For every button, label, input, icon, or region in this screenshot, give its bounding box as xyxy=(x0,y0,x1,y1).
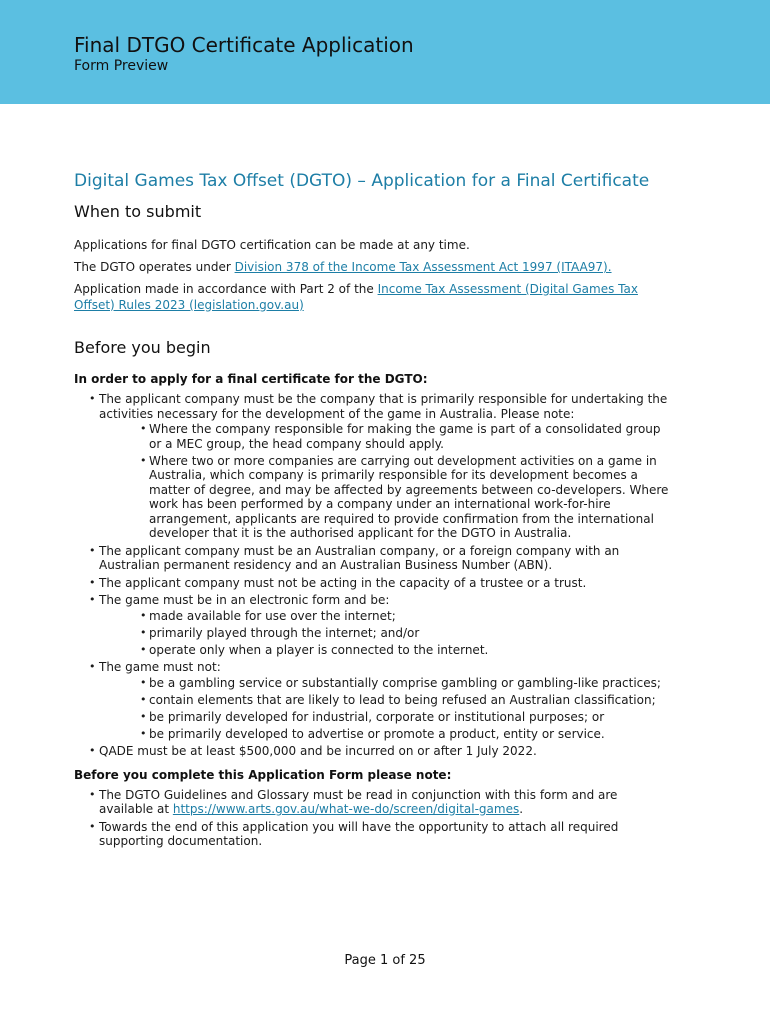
sub-list-item: • be a gambling service or substantially comprise gambling or gambling-like practices; xyxy=(143,676,674,691)
page-number: Page 1 of 25 xyxy=(344,953,426,968)
sub-list-item: • made available for use over the internet; xyxy=(143,609,674,624)
sub-list-item: • operate only when a player is connected to the internet. xyxy=(143,643,674,658)
eligibility-list xyxy=(92,392,674,759)
sub-list-item: • be primarily developed to advertise or promote a product, entity or service. xyxy=(143,727,674,742)
list-item-suffix: . xyxy=(519,802,524,816)
submit-paragraph-2 xyxy=(74,260,674,275)
list-item: • Towards the end of this application you will have the opportunity to attach all required supporting documentation. xyxy=(92,820,674,849)
main-heading: Digital Games Tax Offset (DGTO) – Application for a Final Certificate xyxy=(74,171,650,191)
form-content xyxy=(74,171,674,852)
list-item xyxy=(92,788,674,817)
sub-list-item: • Where the company responsible for making the game is part of a consolidated group or a MEC group, the head company should apply. xyxy=(143,422,674,451)
list-item-text: The applicant company must be the company that is primarily responsible for undertaking the activities necessary for the development of the game in Australia. Please note: xyxy=(99,392,668,421)
sub-list-item: • Where two or more companies are carrying out development activities on a game in Australia, which company is primarily responsible for its development becomes a matter of degree, and may be affected by agreements between co-developers. Where work has been performed by a company under an international work-for-hire arrangement, applicants are required to provide confirmation from the international developer that it is the authorised applicant for the DGTO in Australia. xyxy=(143,454,674,541)
sub-list-item: • be primarily developed for industrial, corporate or institutional purposes; or xyxy=(143,710,674,725)
list-item-text: The DGTO Guidelines and Glossary must be read in conjunction with this form and are available at xyxy=(99,787,618,816)
sub-list-item: • primarily played through the internet; and/or xyxy=(143,626,674,641)
list-item xyxy=(92,660,674,741)
submit-paragraph-3 xyxy=(74,282,674,313)
list-item: • QADE must be at least $500,000 and be incurred on or after 1 July 2022. xyxy=(92,744,674,759)
sub-list-item: • contain elements that are likely to lead to being refused an Australian classification; xyxy=(143,693,674,708)
submit-paragraph-1: Applications for final DGTO certification can be made at any time. xyxy=(74,238,470,252)
before-you-begin-heading: Before you begin xyxy=(74,338,211,357)
when-to-submit-heading: When to submit xyxy=(74,202,202,221)
complete-notes-list xyxy=(92,788,674,849)
page-header xyxy=(0,0,770,104)
list-item-text: The game must be in an electronic form and be: xyxy=(99,593,390,607)
dgto-rules-link[interactable]: Income Tax Assessment (Digital Games Tax Offset) Rules 2023 (legislation.gov.au) xyxy=(74,282,638,312)
list-item xyxy=(92,392,674,541)
submit-paragraph-2-text: The DGTO operates under xyxy=(74,260,235,274)
submit-paragraph-3-text: Application made in accordance with Part 2 of the xyxy=(74,282,378,296)
guidelines-link[interactable]: https://www.arts.gov.au/what-we-do/screen/digital-games xyxy=(172,802,520,816)
list-item-text: The game must not: xyxy=(99,660,221,674)
page-subtitle: Form Preview xyxy=(74,58,169,74)
complete-intro: Before you complete this Application Form please note: xyxy=(74,767,452,782)
list-item xyxy=(92,593,674,657)
sub-list xyxy=(143,422,674,541)
list-item: • The applicant company must be an Australian company, or a foreign company with an Australian permanent residency and an Australian Business Number (ABN). xyxy=(92,544,674,573)
list-item: • The applicant company must not be acting in the capacity of a trustee or a trust. xyxy=(92,576,674,591)
itaa97-link[interactable]: Division 378 of the Income Tax Assessment Act 1997 (ITAA97). xyxy=(234,260,612,274)
page-title: Final DTGO Certificate Application xyxy=(74,33,414,57)
sub-list xyxy=(143,609,674,658)
sub-list xyxy=(143,676,674,742)
eligibility-intro: In order to apply for a final certificate for the DGTO: xyxy=(74,372,428,386)
